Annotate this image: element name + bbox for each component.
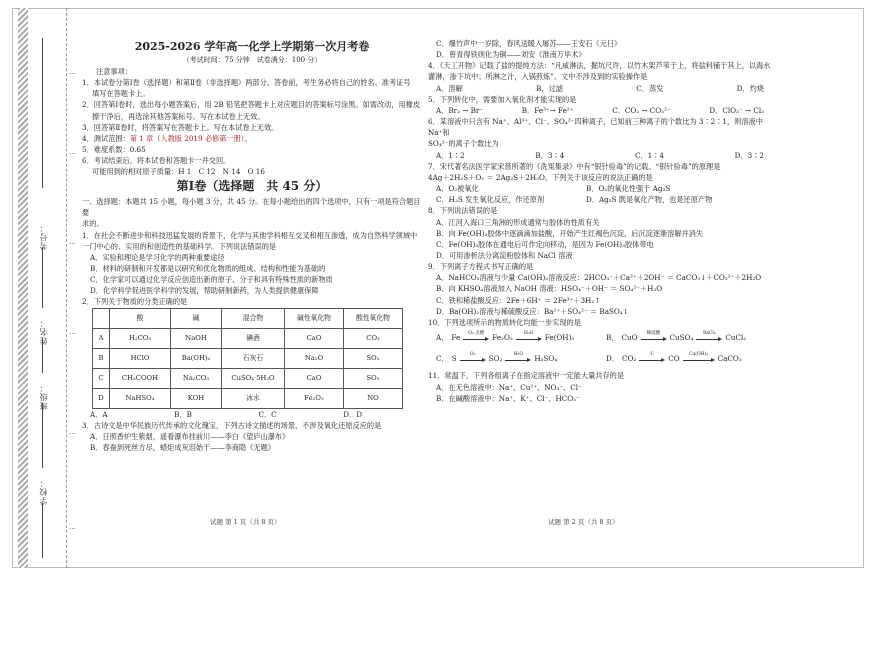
q10-options-cd [428,353,772,364]
q5-options [428,105,772,116]
q5-option: B．Fe³⁺→ Fe²⁺ [521,105,574,115]
q7-option: C．H₂S 发生氧化反应，作还原剂 [436,195,545,205]
species: Fe [451,333,461,343]
arrow-condition: C [650,351,654,357]
table-header: 酸性氧化物 [344,308,403,328]
q9-option: C．铁和稀盐酸反应：2Fe＋6H⁺ ＝ 2Fe³⁺＋3H₂↑ [436,295,601,305]
arrow-condition: O₂ [469,351,476,357]
q8-option: C．Fe(OH)₃胶体在通电后可作定向移动，是因为 Fe(OH)₃胶体带电 [436,239,654,249]
page-footer-2: 试题 第 2 页（共 8 页） [548,518,619,526]
option-letter: B． [606,333,619,343]
table-header: 碱性氧化物 [285,308,344,328]
q2-option: B．B [174,409,192,419]
q4-stem: 4．《天工开物》记载了盐的提纯方法：“凡咸淋法，掘坑尺许，以竹木架芦苇于上，将盐料铺于其上，以海水 [428,61,771,71]
q10-options-ab [428,332,772,343]
q1-stem: 1．在社会不断进步和科技迅猛发展的背景下，化学与其他学科相互交叉和相互渗透，成为自然科学领域中 [82,230,418,240]
option-letter: C． [436,354,449,364]
q8-option: B．向 Fe(OH)₃胶体中逐滴滴加盐酸，开始产生红褐色沉淀，后沉淀逐渐溶解并消失 [436,228,704,238]
seal-mark: … [69,428,76,436]
q7-option: D．Ag₂S 既是氧化产物，也是还原产物 [586,195,713,205]
name-label: 姓名： [39,318,48,345]
arrow-condition: BaCl₂ [703,330,716,336]
q6-option: B．3∶4 [535,150,565,160]
q7-option: A．O₂被氧化 [436,184,479,194]
note-scope-end: 。 [244,133,252,143]
arrow-condition: O₂ 点燃 [468,330,485,336]
table-cell: 石灰石 [222,348,285,368]
notes-heading: 注意事项： [96,66,132,76]
table-row [93,328,403,348]
species: CaCO₃ [717,354,742,364]
species: SO₂ [488,354,503,364]
q10-option-b [606,332,746,343]
q4-stem: 灌淋，渗下坑中；所淋之汁，入锅煎炼”。文中不涉及到的实验操作是 [428,72,648,82]
q6-stem: 6．某溶液中只含有 Na⁺、Al³⁺、Cl⁻、SO₄²⁻四种离子，已知前三种离子的个数比为 3∶2∶1，则溶液中 Na⁺和 [428,117,763,138]
reaction-arrow [641,330,667,342]
table-cell: C [93,368,110,388]
q6-options [428,150,772,161]
page-title: 2025-2026 学年高一化学上学期第一次月考卷 [134,40,370,53]
field-line [42,248,43,308]
note-scope [82,133,422,144]
arrow-condition: 稀硫酸 [646,330,661,336]
q7-stem: 7．宋代著名法医学家宋慈所著的《洗冤集录》中有“银针验毒”的记载。“银针验毒”的原理是 [428,161,721,171]
classification-table [92,308,403,409]
note-line: 擦干净后，再选涂其他答案标号。写在本试卷上无效。 [92,111,265,121]
q11-option: B．在碱酸溶液中：Na⁺、K⁺、Cl⁻、HCO₃⁻ [436,393,580,403]
binding-stripe [18,8,28,568]
arrow-condition: H₂O [524,330,534,336]
q7-stem: 4Ag＋2H₂S＋O₂ ＝ 2Ag₂S＋2H₂O。下列关于该反应的说法正确的是 [428,172,653,182]
q5-option: D．ClO₃⁻ → Cl₂ [709,105,764,115]
q1-option: D．化学科学促进医学科学的发展，帮助研制新药，为人类提供健康保障 [90,286,319,296]
reaction-arrow [460,351,486,363]
field-line [42,503,43,558]
q9-option: B．向 KHSO₄溶液加入 NaOH 溶液：HSO₄⁻＋OH⁻ ＝ SO₄²⁻＋H₂O [436,284,663,294]
arrow-condition: Ca(OH)₂ [689,351,709,357]
note-line: 2．回答第Ⅰ卷时，选出每小题答案后，用 2B 铅笔把答题卡上对应题目的答案标号涂黑。如需改动，用橡皮 [82,100,421,110]
field-line [42,338,43,373]
reaction-arrow [639,351,665,363]
q10-stem: 10．下列选项所示的物质转化均能一步实现的是 [428,317,581,327]
table-cell: CaO [285,328,344,348]
q2-option: D．D [343,409,362,419]
table-cell: CaO [285,368,344,388]
q1-option: A．实验和理论是学习化学的两种重要途径 [90,252,225,262]
reaction-arrow [683,351,715,363]
q4-options [428,83,772,94]
q4-option: D．灼烧 [736,83,764,93]
q10-option-c [436,353,606,364]
table-cell: Fe₂O₃ [285,388,344,408]
right-column [428,38,772,404]
note-line: 5．难度系数：0.65 [82,144,146,154]
species: Fe(OH)₃ [544,333,575,343]
field-line [42,38,43,188]
table-header [93,308,110,328]
note-scope-value: 第 1 章（人教版 2019 必修第一册） [129,133,245,143]
option-letter: A． [436,333,449,343]
table-row [93,368,403,388]
table-row [93,388,403,408]
q1-option: C．化学家可以通过化学反应创造出新的原子、分子和具有特殊性质的新物质 [90,275,333,285]
table-cell: KOH [171,388,222,408]
q3-option: C．爆竹声中一岁除，春风送暖入屠苏——王安石《元日》 [436,39,622,48]
table-cell: Na₂CO₃ [171,368,222,388]
intro-line: 求的。 [82,219,104,229]
q5-option: A．Br₂ → Br⁻ [436,105,484,115]
q1-stem: 一门中心的、实用的和创造性的基础科学。下列说法错误的是 [82,241,277,251]
q7-option: B．O₂的氧化性强于 Ag₂S [586,184,671,194]
seal-mark: … [69,328,76,336]
section-title: 第Ⅰ卷（选择题 共 45 分） [176,179,328,194]
q8-option: D．可用渗析法分离淀粉胶体和 NaCl 溶液 [436,250,573,260]
table-cell: CuSO₄·5H₂O [222,368,285,388]
note-line: 3．回答第Ⅱ卷时，将答案写在答题卡上。写在本试卷上无效。 [82,122,279,132]
q5-option: C．CO₂ → CO₃²⁻ [612,105,671,115]
q3-option: A．日照香炉生紫烟，遥看瀑布挂前川——李白《望庐山瀑布》 [90,431,290,441]
table-cell: Ba(OH)₂ [171,348,222,368]
table-cell: CH₃COOH [110,368,171,388]
q2-option: C．C [258,409,277,419]
q9-stem: 9．下列离子方程式书写正确的是 [428,262,534,272]
table-header: 混合物 [222,308,285,328]
table-cell: SO₃ [344,368,403,388]
table-cell: 碘酒 [222,328,285,348]
q10-option-d [606,353,742,364]
table-cell: SO₂ [344,348,403,368]
note-scope-label: 4．测试范围： [82,133,130,143]
field-line [42,403,43,468]
q8-option: A．江河入海口三角洲的形成通常与胶体的性质有关 [436,217,600,227]
arrow-condition: H₂O [513,351,524,357]
q8-stem: 8．下列说法错误的是 [428,206,498,216]
table-cell: 冰水 [222,388,285,408]
species: Fe₂O₃ [492,333,513,343]
q9-option: D．Ba(OH)₂溶液与稀硫酸反应：Ba²⁺＋SO₄²⁻ ＝ BaSO₄↓ [436,306,629,316]
page-footer-1: 试题 第 1 页（共 8 页） [210,518,281,526]
q4-option: A．溶解 [436,83,463,93]
binding-sidebar [12,8,74,568]
species: S [451,354,457,364]
option-letter: D． [606,354,619,364]
q2-option: A．A [90,409,108,419]
reaction-arrow [505,351,531,363]
table-cell: B [93,348,110,368]
reaction-arrow [516,330,542,342]
q4-option: C．蒸发 [636,83,664,93]
table-cell: HClO [110,348,171,368]
q9-option: A．NaHCO₃溶液与少量 Ca(OH)₂溶液反应：2HCO₃⁻＋Ca²⁺＋2OH⁻ ＝ CaCO₃↓＋CO₃²⁻＋2H₂O [436,273,762,283]
q3-stem: 3．古诗文是中华民族历代传承的文化瑰宝，下列古诗文描述的场景，不涉及氧化还原反应的是 [82,420,382,430]
q4-option: B．过滤 [536,83,563,93]
q7-options-cd [428,194,772,205]
left-column [82,38,422,453]
table-cell: CO₂ [344,328,403,348]
reaction-arrow [696,330,722,342]
seal-mark: … [69,238,76,246]
table-cell: D [93,388,110,408]
species: CO [668,354,680,364]
q7-options-ab [428,183,772,194]
q6-option: C．1∶4 [634,150,664,160]
table-header: 酸 [110,308,171,328]
exam-number-label: 考号： [39,223,48,250]
seal-mark: … [69,523,76,531]
reaction-arrow [463,330,489,342]
q11-stem: 11．常温下，下列各组离子在指定溶液中一定能大量共存的是 [428,371,625,381]
table-cell: NaOH [171,328,222,348]
atomic-masses: 可能用到的相对原子质量：H 1 C 12 N 14 O 16 [92,167,265,177]
q2-stem: 2．下列关于物质的分类正确的是 [82,297,188,307]
q11-option: A．在无色溶液中：Na⁺、Cu²⁺、NO₃⁻、Cl⁻ [436,382,582,392]
species: CuO [621,333,638,343]
school-label: 学校： [39,478,48,505]
table-header: 碱 [171,308,222,328]
table-cell: NaHSO₄ [110,388,171,408]
q10-option-a [436,332,606,343]
seal-mark: … [69,148,76,156]
seal-line [66,8,67,568]
note-line: 填写在答题卡上。 [92,89,150,99]
table-row [93,348,403,368]
note-line: 6．考试结束后，将本试卷和答题卡一并交回。 [82,156,231,166]
class-label: 班级： [39,383,48,410]
q5-stem: 5．下列转化中，需要加入氧化剂才能实现的是 [428,94,577,104]
species: CO₂ [621,354,637,364]
table-cell: NO [344,388,403,408]
q6-option: D．3∶2 [734,150,764,160]
table-cell: A [93,328,110,348]
species: CuSO₄ [669,333,694,343]
species: CuCl₂ [725,333,747,343]
q3-option: D．曾青得铁则化为铜——刘安《淮南万毕术》 [436,50,586,60]
intro-line: 一、选择题：本题共 15 小题，每小题 3 分，共 45 分。在每小题给出的四个选项中，只有一项是符合题目要 [82,197,421,218]
q3-option: B．春蚕到死丝方尽，蜡炬成灰泪始干——李商隐《无题》 [90,443,275,453]
page-subtitle: （考试时间：75 分钟 试卷满分：100 分） [182,56,322,65]
table-cell: H₂CO₃ [110,328,171,348]
q6-option: A．1∶2 [436,150,465,160]
table-cell: Na₂O [285,348,344,368]
species: H₂SO₄ [534,354,558,364]
table-header-row [93,308,403,328]
note-line: 1．本试卷分第Ⅰ卷（选择题）和第Ⅱ卷（非选择题）两部分。答卷前，考生务必将自己的姓名、准考证号 [82,78,411,88]
q2-options [82,409,422,420]
q1-option: B．材料的研制和开发都是以研究和优化物质的组成、结构和性能为基础的 [90,263,326,273]
q6-stem: SO₄²⁻的离子个数比为 [428,139,499,149]
seal-mark: … [69,68,76,76]
